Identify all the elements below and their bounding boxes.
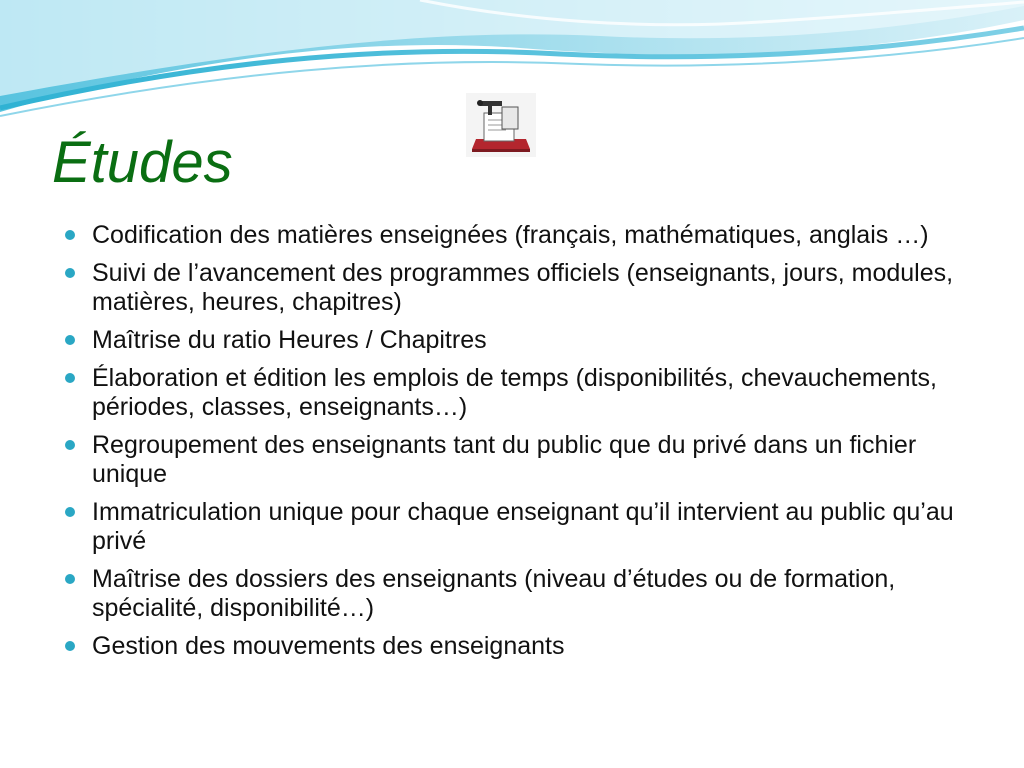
document-stamp-icon xyxy=(466,93,536,157)
bullet-dot-icon xyxy=(65,574,75,584)
list-item xyxy=(64,632,964,661)
bullet-dot-icon xyxy=(65,507,75,517)
list-item xyxy=(64,498,964,556)
list-item xyxy=(64,326,964,355)
list-item xyxy=(64,259,964,317)
list-item xyxy=(64,565,964,623)
bullet-dot-icon xyxy=(65,268,75,278)
bullet-list xyxy=(64,221,964,670)
bullet-dot-icon xyxy=(65,230,75,240)
list-item-text: Regroupement des enseignants tant du public que du privé dans un fichier unique xyxy=(92,431,917,488)
list-item-text: Gestion des mouvements des enseignants xyxy=(92,632,565,660)
slide-title: Études xyxy=(52,130,233,195)
list-item-text: Maîtrise du ratio Heures / Chapitres xyxy=(92,326,487,354)
list-item-text: Maîtrise des dossiers des enseignants (niveau d’études ou de formation, spécialité, disponibilité…) xyxy=(92,565,896,622)
bullet-dot-icon xyxy=(65,641,75,651)
list-item xyxy=(64,221,964,250)
list-item-text: Élaboration et édition les emplois de temps (disponibilités, chevauchements, périodes, classes, enseignants…) xyxy=(92,364,937,421)
bullet-dot-icon xyxy=(65,335,75,345)
list-item-text: Codification des matières enseignées (français, mathématiques, anglais …) xyxy=(92,221,929,249)
list-item-text: Immatriculation unique pour chaque enseignant qu’il intervient au public qu’au privé xyxy=(92,498,954,555)
list-item xyxy=(64,431,964,489)
bullet-dot-icon xyxy=(65,440,75,450)
list-item-text: Suivi de l’avancement des programmes officiels (enseignants, jours, modules, matières, heures, chapitres) xyxy=(92,259,954,316)
bullet-dot-icon xyxy=(65,373,75,383)
list-item xyxy=(64,364,964,422)
